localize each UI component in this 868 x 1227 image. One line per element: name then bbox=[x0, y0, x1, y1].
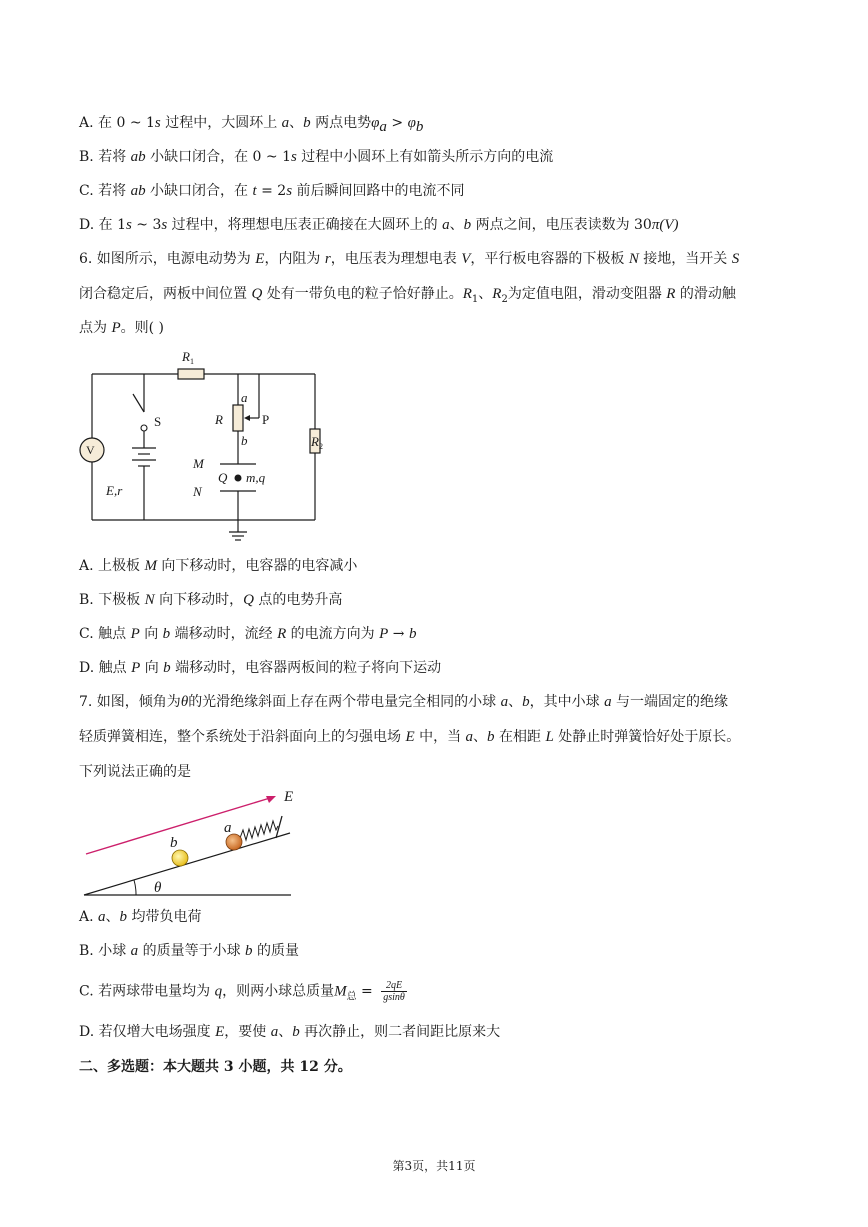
label-e: E bbox=[284, 789, 294, 805]
ball-a bbox=[226, 834, 242, 850]
q7-stem-line2: 轻质弹簧相连，整个系统处于沿斜面向上的匀强电场 E 中，当 a、b 在相距 L 处静止时弹簧恰好处于原长。 bbox=[79, 729, 741, 745]
label-r1: $R_1$ bbox=[182, 349, 194, 366]
incline-diagram bbox=[78, 784, 303, 902]
page-footer: 第3页，共11页 bbox=[392, 1159, 476, 1173]
label-s: S bbox=[154, 414, 162, 429]
q5-option-d: D. 在 1s ~ 3s 过程中，将理想电压表正确接在大圆环上的 a、b 两点之间，电压表读数为 30π(V) bbox=[79, 217, 679, 233]
label-m: M bbox=[193, 456, 204, 471]
ball-b bbox=[172, 850, 188, 866]
q7-option-c: C. 若两球带电量均为 q，则两小球总质量$M_总$ = $\frac{2qE}{gsin\theta}$ bbox=[79, 980, 405, 1003]
label-b: b bbox=[241, 433, 248, 448]
label-er: E,r bbox=[106, 483, 123, 498]
q6-option-b: B. 下极板 N 向下移动时，Q 点的电势升高 bbox=[79, 592, 343, 608]
q6-stem-line1: 6. 如图所示，电源电动势为 E，内阻为 r，电压表为理想电表 V，平行板电容器的下极板 N 接地，当开关 S bbox=[79, 251, 740, 267]
label-mq: m,q bbox=[246, 470, 266, 485]
label-theta: θ bbox=[154, 880, 162, 896]
q7-option-d: D. 若仅增大电场强度 E，要使 a、b 再次静止，则二者间距比原来大 bbox=[79, 1024, 501, 1040]
section-heading: 二、多选题：本大题共 3 小题，共 12 分。 bbox=[79, 1059, 352, 1075]
q6-option-c: C. 触点 P 向 b 端移动时，流经 R 的电流方向为 P → b bbox=[79, 626, 417, 642]
q5-option-c: C. 若将 ab 小缺口闭合，在 t = 2s 前后瞬间回路中的电流不同 bbox=[79, 183, 465, 199]
label-n: N bbox=[193, 484, 202, 499]
q7-stem-line3: 下列说法正确的是 bbox=[79, 764, 191, 780]
label-q: Q bbox=[218, 470, 228, 485]
q5-option-b: B. 若将 ab 小缺口闭合，在 0 ~ 1s 过程中小圆环上有如箭头所示方向的电流 bbox=[79, 149, 554, 165]
q7-option-a: A. a、b 均带负电荷 bbox=[79, 909, 202, 925]
label-b: b bbox=[170, 835, 178, 851]
label-a: a bbox=[241, 390, 248, 405]
label-p: P bbox=[262, 412, 270, 427]
label-v: V bbox=[86, 443, 95, 457]
q6-stem-line2: 闭合稳定后，两板中间位置 Q 处有一带负电的粒子恰好静止。$R_1$、$R_2$为定值电阻，滑动变阻器 R 的滑动触 bbox=[79, 286, 736, 305]
circuit-diagram bbox=[78, 342, 328, 552]
q6-option-d: D. 触点 P 向 b 端移动时，电容器两板间的粒子将向下运动 bbox=[79, 660, 442, 676]
label-a: a bbox=[224, 820, 232, 836]
q7-stem-line1: 7. 如图，倾角为θ的光滑绝缘斜面上存在两个带电量完全相同的小球 a、b，其中小球 a 与一端固定的绝缘 bbox=[79, 694, 729, 710]
label-r2: $R_2$ bbox=[311, 434, 323, 451]
mass-fraction: $\frac{2qE}{gsin\theta}$ bbox=[383, 980, 405, 1003]
q6-option-a: A. 上极板 M 向下移动时，电容器的电容减小 bbox=[79, 558, 358, 574]
label-r: R bbox=[215, 412, 223, 427]
q5-option-a: A. 在 0 ~ 1s 过程中，大圆环上 a、b 两点电势$\varphi_a > \varphi_b$ bbox=[79, 115, 424, 135]
q7-option-b: B. 小球 a 的质量等于小球 b 的质量 bbox=[79, 943, 299, 959]
q6-stem-line3: 点为 P。则( ) bbox=[79, 320, 164, 336]
